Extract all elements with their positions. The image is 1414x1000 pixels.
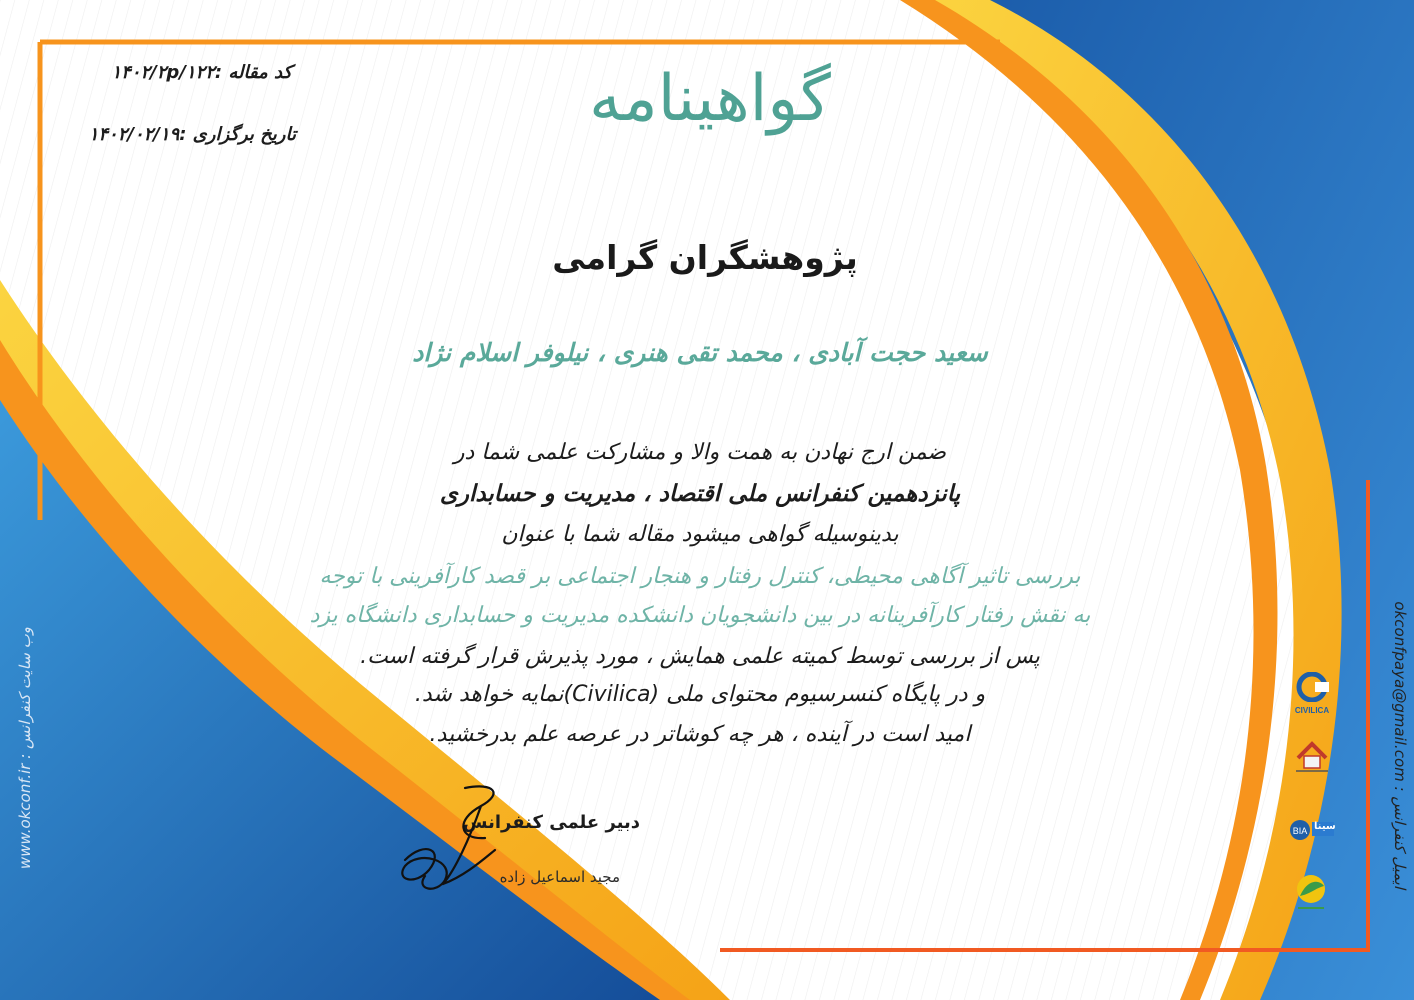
signature-graphic	[385, 780, 525, 900]
conference-email: ایمیل کنفرانس : okconfpaya@gmail.com	[1391, 601, 1409, 889]
signature-name: مجید اسماعیل زاده	[499, 868, 620, 886]
paper-title-line-1: بررسی تاثیر آگاهی محیطی، کنترل رفتار و هنجار اجتماعی بر قصد کارآفرینی با توجه	[319, 564, 1081, 589]
authors: سعید حجت آبادی ، محمد تقی هنری ، نیلوفر اسلام نژاد	[412, 338, 988, 367]
event-date: تاریخ برگزاری :۱۴۰۲/۰۲/۱۹	[88, 124, 296, 145]
sina-label: سینا	[1314, 821, 1336, 832]
signature-role: دبیر علمی کنفرانس	[462, 812, 640, 833]
leaf-icon	[1290, 870, 1332, 912]
paper-title-line-2: به نقش رفتار کارآفرینانه در بین دانشجویان دانشکده مدیریت و حسابداری دانشگاه یزد	[309, 603, 1091, 628]
conference-name: پانزدهمین کنفرانس ملی اقتصاد ، مدیریت و حسابداری	[439, 481, 961, 507]
body-line-6: پس از بررسی توسط کمیته علمی همایش ، مورد پذیرش قرار گرفته است.	[360, 644, 1040, 669]
article-code: کد مقاله :۱۴۰۲/۲p/۱۲۲	[111, 62, 292, 83]
body-line-8: امید است در آینده ، هر چه کوشاتر در عرصه علم بدرخشید.	[429, 722, 971, 747]
civilica-logo	[1290, 672, 1334, 715]
body-line-7: و در پایگاه کنسرسیوم محتوای ملی (Civilica)نمایه خواهد شد.	[414, 682, 986, 707]
salutation: پژوهشگران گرامی	[552, 238, 858, 277]
conference-website: وب سایت کنفرانس : www.okconf.ir	[16, 627, 34, 870]
svg-text:BIA: BIA	[1292, 826, 1308, 836]
leaf-logo	[1290, 870, 1332, 912]
sina-logo	[1288, 816, 1336, 844]
civilica-label: CIVILICA	[1294, 706, 1330, 715]
body-line-3: بدینوسیله گواهی میشود مقاله شما با عنوان	[501, 522, 899, 547]
civilica-icon	[1293, 672, 1331, 702]
certificate-title: گواهینامه	[589, 62, 831, 136]
body-line-1: ضمن ارج نهادن به همت والا و مشارکت علمی شما در	[453, 440, 947, 465]
house-logo	[1292, 738, 1332, 774]
house-icon	[1292, 738, 1332, 774]
